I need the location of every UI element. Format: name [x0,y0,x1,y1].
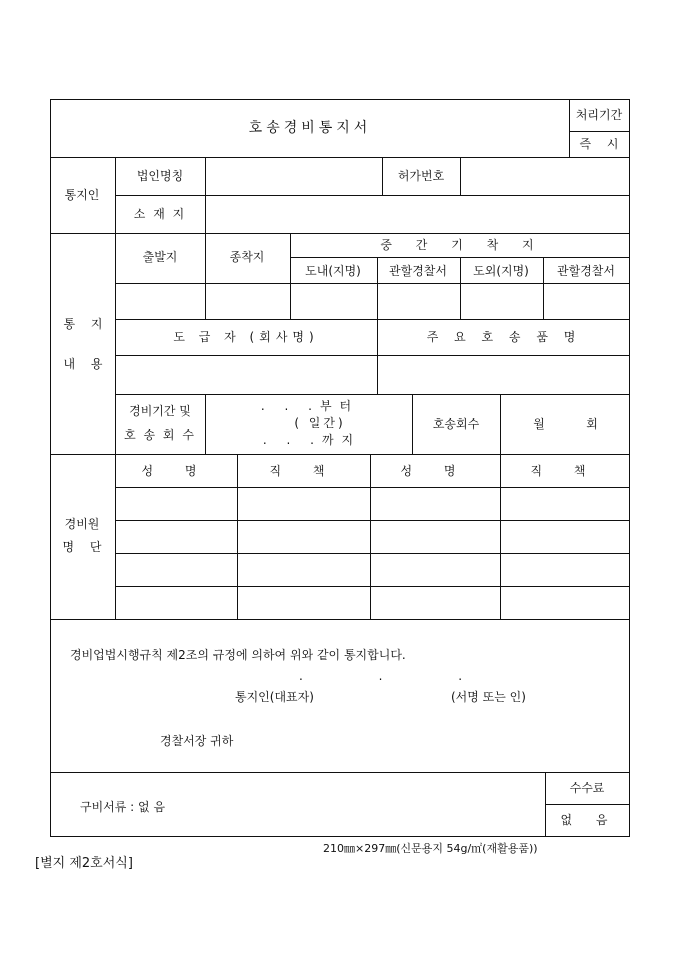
content-label-1: 통 지 [63,317,109,331]
rule [115,487,630,488]
guard-col-position-2: 직 책 [530,464,600,478]
guard-col-name-1: 성 명 [141,464,211,478]
rule [205,233,206,319]
rule [460,257,461,319]
representative-label: 통지인(대표자) [235,690,314,704]
rule [382,157,383,195]
required-documents-label: 구비서류 : 없 음 [80,800,166,814]
rule [115,520,630,521]
rule [115,195,630,196]
border-right [629,99,630,837]
rule [543,257,544,319]
notifier-label: 통지인 [64,188,100,202]
content-label-2: 내 용 [63,357,109,371]
paper-spec: 210㎜×297㎜(신문용지 54g/㎡(재활용품)) [323,842,538,855]
period-label-1: 경비기간 및 [129,404,191,418]
declaration-text: 경비업법시행규칙 제2조의 규정에 의하여 위와 같이 통지합니다. [70,648,406,662]
escort-month: 월 [533,417,545,431]
rule [50,157,630,158]
rule [115,319,630,320]
processing-period-label: 처리기간 [575,108,623,122]
rule [370,454,371,619]
border-top [50,99,630,100]
fee-value: 없 음 [560,813,618,827]
midway-col-3: 도외(지명) [473,264,529,278]
rule [377,319,378,394]
rule [205,157,206,233]
rule [237,454,238,619]
rule [500,454,501,619]
notification-form [50,99,630,837]
rule [412,394,413,454]
period-to: . . .까지 [262,433,362,447]
guards-label-2: 명 단 [62,540,108,554]
period-days: ( 일간) [294,416,346,430]
rule [205,394,206,454]
permit-number-label: 허가번호 [397,169,445,183]
signature-label: (서명 또는 인) [451,690,526,704]
rule [377,257,378,319]
midway-col-4: 관할경찰서 [557,264,615,278]
border-left [50,99,51,837]
rule [115,355,630,356]
corp-name-label: 법인명칭 [136,169,184,183]
declaration-date: . . . [299,669,499,683]
border-bottom [50,836,630,837]
form-title: 호송경비통지서 [248,120,372,136]
rule [545,772,546,837]
rule [290,233,291,319]
rule [115,394,630,395]
escort-count-label: 호송회수 [432,417,480,431]
rule [115,586,630,587]
recipient-label: 경찰서장 귀하 [160,734,234,748]
rule [115,553,630,554]
rule [545,804,630,805]
midway-stop-label: 중 간 기 착 지 [380,238,544,252]
form-number: [별지 제2호서식] [35,856,133,871]
guards-label-1: 경비원 [64,517,100,531]
fee-label: 수수료 [569,781,605,795]
escort-times: 회 [586,417,598,431]
midway-col-1: 도내(지명) [305,264,361,278]
processing-period-value: 즉 시 [579,137,625,151]
rule [50,233,630,234]
guard-col-name-2: 성 명 [400,464,470,478]
address-label: 소 재 지 [133,207,187,221]
rule [50,619,630,620]
period-from: . . .부터 [260,399,360,413]
rule [460,157,461,195]
rule [500,394,501,454]
rule [50,772,630,773]
contractor-label: 도 급 자 (회사명) [173,330,319,344]
midway-col-2: 관할경찰서 [389,264,447,278]
cargo-label: 주 요 호 송 품 명 [426,330,582,344]
arrival-label: 종착지 [229,250,265,264]
rule [115,157,116,619]
rule [115,283,630,284]
period-label-2: 호 송 회 수 [124,428,196,442]
rule [50,454,630,455]
guard-col-position-1: 직 책 [269,464,339,478]
rule [569,99,570,157]
departure-label: 출발지 [142,250,178,264]
rule [569,131,630,132]
